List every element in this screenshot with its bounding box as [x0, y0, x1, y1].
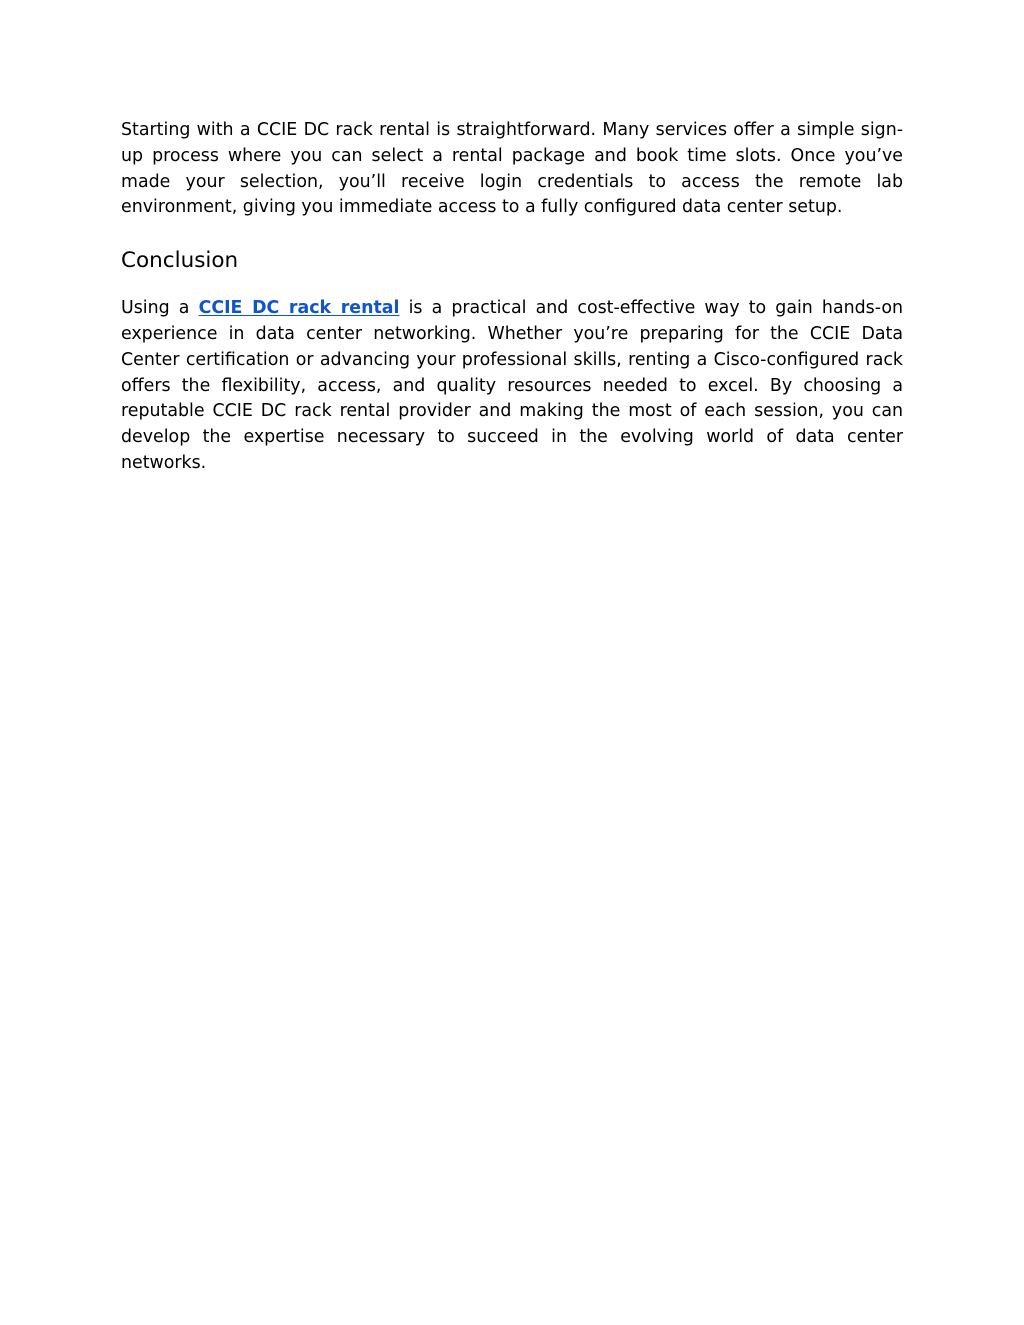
- document-body: [121, 118, 903, 477]
- conclusion-paragraph: [121, 296, 903, 477]
- conclusion-prefix: Using a: [121, 298, 199, 319]
- ccie-dc-rack-rental-link[interactable]: CCIE DC rack rental: [198, 298, 400, 319]
- conclusion-text: is a practical and cost-effective way to gain hands-on experience in data center networking. Whether you’re preparing for the CCIE Data Center certification or advancing your professional skills, renting a Cisco-configured rack offers the flexibility, access, and quality resources needed to excel. By choosing a reputable CCIE DC rack rental provider and making the most of each session, you can develop the expertise necessary to succeed in the evolving world of data center networks.: [121, 298, 903, 473]
- intro-paragraph: Starting with a CCIE DC rack rental is straightforward. Many services offer a simple sign-up process where you can select a rental package and book time slots. Once you’ve made your selection, you’ll receive login credentials to access the remote lab environment, giving you immediate access to a fully configured data center setup.: [121, 120, 903, 218]
- conclusion-heading: Conclusion: [121, 248, 239, 274]
